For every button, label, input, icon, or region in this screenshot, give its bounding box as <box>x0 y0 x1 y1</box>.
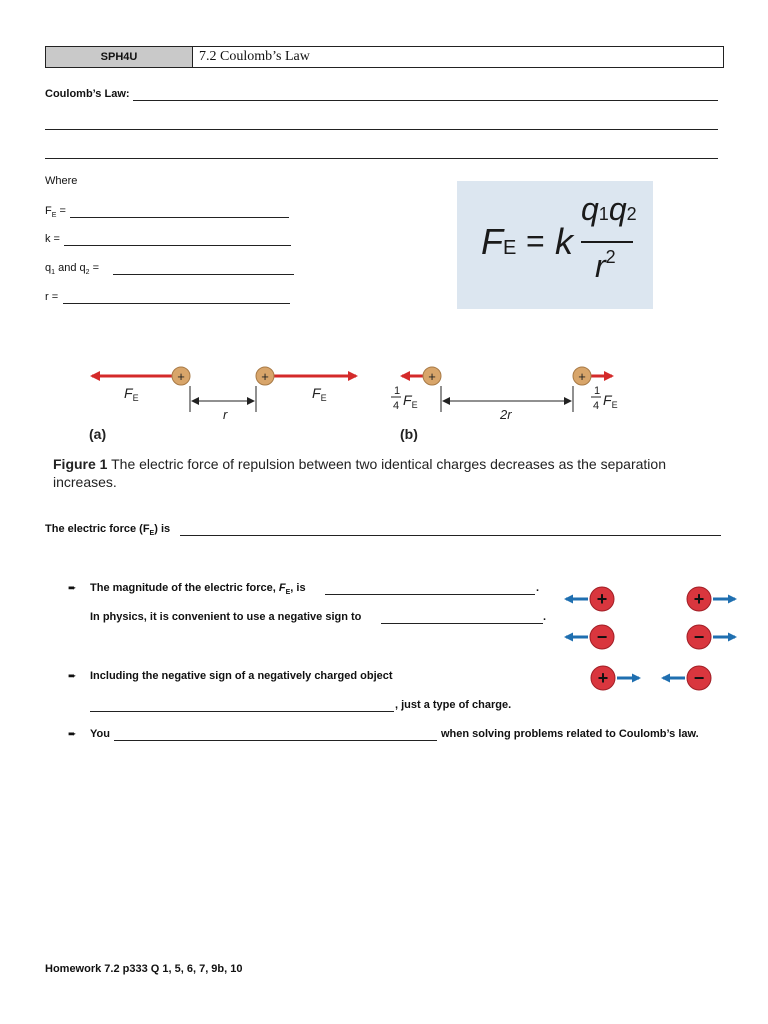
formula-numerator: q1q2 <box>581 191 637 227</box>
formula-k: k <box>555 221 573 262</box>
force-label-left: $F_E$ <box>403 392 418 410</box>
charge-arrow-diagram <box>560 583 740 695</box>
bullet-negative-sign: In physics, it is convenient to use a negative sign to <box>90 611 362 623</box>
def-r: r = <box>45 291 59 303</box>
answer-line <box>64 245 291 246</box>
charge-sign: + <box>177 369 185 384</box>
answer-line <box>45 158 718 159</box>
minus-sign: − <box>693 627 705 647</box>
figure-diagram <box>80 356 680 448</box>
def-k: k = <box>45 233 60 245</box>
course-code: SPH4U <box>46 47 193 67</box>
def-fe: $F_E$ = <box>45 205 66 220</box>
formula-equals: = <box>526 223 545 259</box>
fraction-denominator: 4 <box>393 400 400 412</box>
answer-line <box>180 535 721 536</box>
answer-line <box>381 623 543 624</box>
bullet-arrow-icon: ➨ <box>68 671 77 682</box>
bullet-coulomb-problems: when solving problems related to Coulomb’s law. <box>441 728 699 740</box>
charge-sign: + <box>578 369 586 384</box>
def-q: $q_1$ and $q_2$ = <box>45 262 100 277</box>
answer-line <box>90 711 394 712</box>
distance-label: r <box>223 407 228 422</box>
where-label: Where <box>45 175 78 187</box>
answer-line <box>70 217 289 218</box>
fraction-numerator: 1 <box>594 385 601 397</box>
figure-caption: Figure 1 The electric force of repulsion between two identical charges decreases as the separation increases. <box>53 456 666 490</box>
header-table <box>45 46 724 68</box>
formula-box <box>457 181 653 309</box>
answer-line <box>114 740 437 741</box>
distance-label: 2r <box>500 407 512 422</box>
charge-sign: + <box>261 369 269 384</box>
period: . <box>536 582 540 594</box>
force-label-right: $F_E$ <box>312 385 327 403</box>
answer-line <box>63 303 290 304</box>
charge-sign: + <box>428 369 436 384</box>
plus-sign: + <box>693 589 705 609</box>
formula-lhs: FE <box>481 221 517 262</box>
minus-sign: − <box>596 627 608 647</box>
formula-denominator: $r^2$ <box>595 247 616 284</box>
bullet-arrow-icon: ➨ <box>68 583 77 594</box>
plus-sign: + <box>597 668 609 688</box>
homework-note: Homework 7.2 p333 Q 1, 5, 6, 7, 9b, 10 <box>45 963 243 975</box>
coulombs-law-label: Coulomb’s Law: <box>45 88 130 100</box>
fraction-denominator: 4 <box>593 400 600 412</box>
bullet-type-of-charge: , just a type of charge. <box>395 699 512 711</box>
page-title: 7.2 Coulomb’s Law <box>199 49 310 64</box>
answer-line <box>133 100 718 101</box>
bullet-magnitude: The magnitude of the electric force, $F_E$, is <box>90 582 306 597</box>
panel-label-b: (b) <box>400 426 418 442</box>
force-label-left: $F_E$ <box>124 385 139 403</box>
answer-line <box>45 129 718 130</box>
bullet-including: Including the negative sign of a negatively charged object <box>90 670 393 682</box>
fraction-bar <box>581 241 633 243</box>
force-label-right: $F_E$ <box>603 392 618 410</box>
electric-force-label: The electric force $(F_E)$ is <box>45 523 171 538</box>
plus-sign: + <box>596 589 608 609</box>
panel-label-a: (a) <box>89 426 107 442</box>
bullet-arrow-icon: ➨ <box>68 729 77 740</box>
bullet-you: You <box>90 728 110 740</box>
answer-line <box>113 274 294 275</box>
minus-sign: − <box>693 668 705 688</box>
fraction-numerator: 1 <box>394 385 401 397</box>
answer-line <box>325 594 535 595</box>
period: . <box>543 611 547 623</box>
